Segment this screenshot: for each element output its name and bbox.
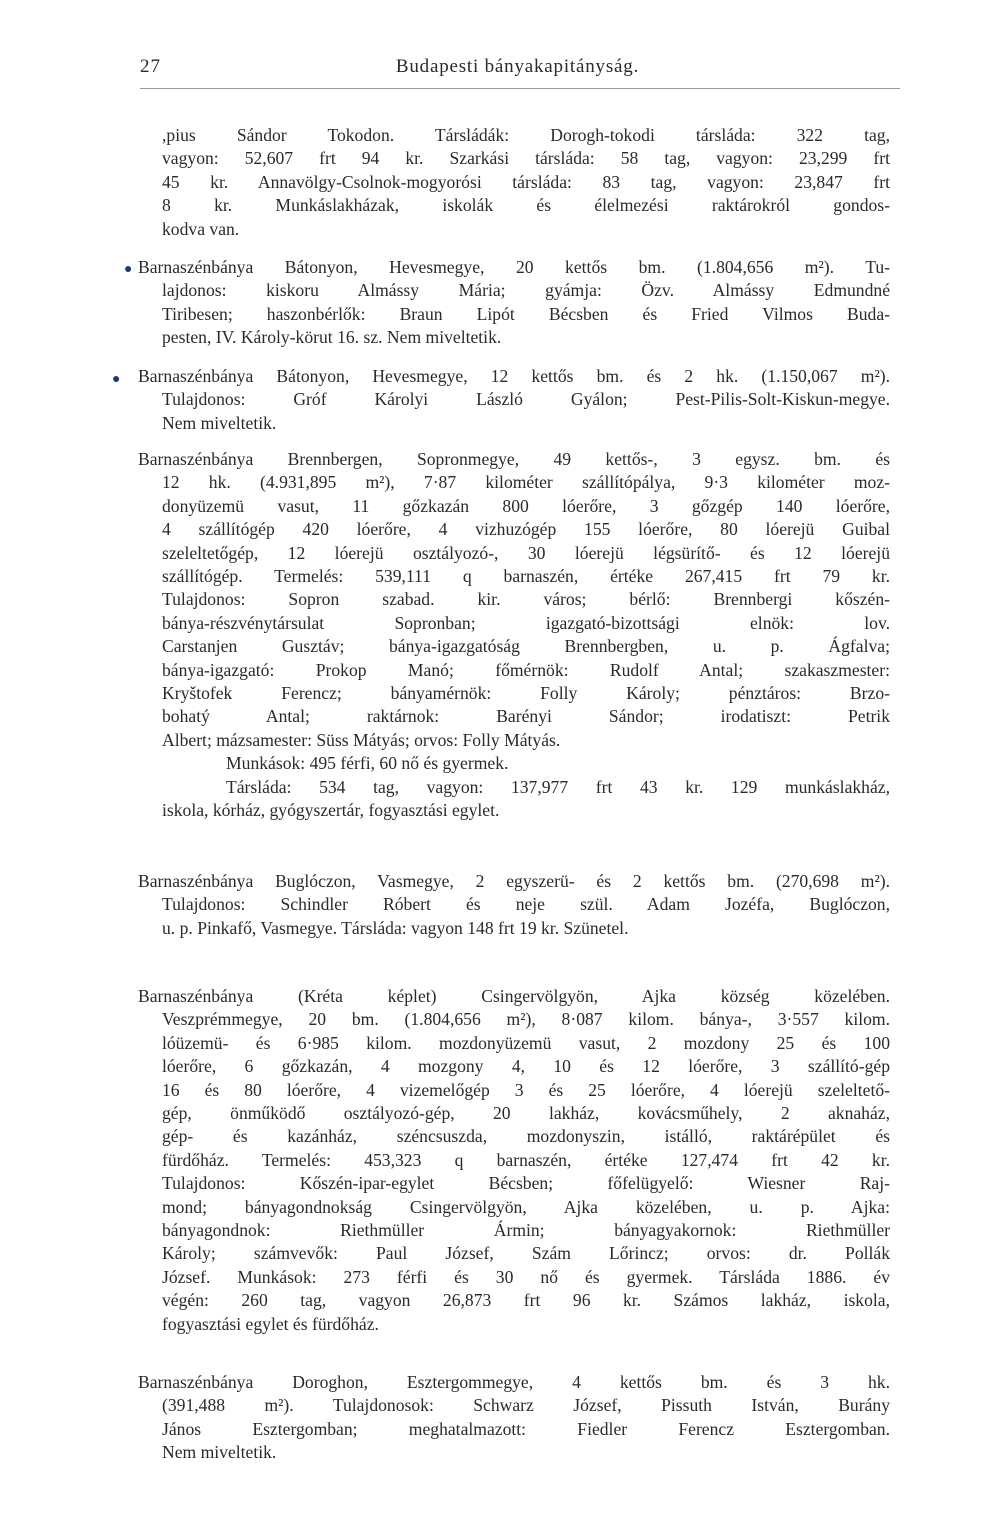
text-line: Barnaszénbánya Buglóczon, Vasmegye, 2 egyszerü- és 2 kettős bm. (270,698 m²). <box>138 871 890 891</box>
entry-tokod-continued <box>138 124 890 241</box>
text-line: Tulajdonos: Gróf Károlyi László Gyálon; Pest-Pilis-Solt-Kiskun-megye. <box>162 389 890 410</box>
text-line: ,pius Sándor Tokodon. Társládák: Dorogh-tokodi társláda: 322 tag, <box>162 125 890 145</box>
text-line: kodva van. <box>162 218 240 239</box>
text-line: végén: 260 tag, vagyon 26,873 frt 96 kr. Számos lakház, iskola, <box>162 1290 890 1311</box>
text-line: 8 kr. Munkáslakházak, iskolák és élelmezési raktárokról gondos- <box>162 195 890 216</box>
text-line: lóüzemü- és 6·985 kilom. mozdonyüzemü vasut, 2 mozdony 25 és 100 <box>162 1032 890 1053</box>
entry-batony-1 <box>138 256 890 350</box>
text-line: Munkások: 495 férfi, 60 nő és gyermek. <box>226 753 509 774</box>
text-line: Tulajdonos: Sopron szabad. kir. város; bérlő: Brennbergi kőszén- <box>162 589 890 610</box>
text-line: Veszprémmegye, 20 bm. (1.804,656 m²), 8·087 kilom. bánya-, 3·557 kilom. <box>162 1009 890 1030</box>
text-line: Barnaszénbánya Brennbergen, Sopronmegye, 49 kettős-, 3 egysz. bm. és <box>138 449 890 469</box>
text-line: bánya-igazgató: Prokop Manó; főmérnök: Rudolf Antal; szakaszmester: <box>162 659 890 680</box>
text-line: Nem miveltetik. <box>162 412 277 433</box>
text-line: Kryštofek Ferencz; bányamérnök: Folly Károly; pénztáros: Brzo- <box>162 683 890 704</box>
text-line: Barnaszénbánya (Kréta képlet) Csingervölgyön, Ajka község közelében. <box>138 986 890 1006</box>
text-line: u. p. Pinkafő, Vasmegye. Társláda: vagyon 148 frt 19 kr. Szünetel. <box>162 917 629 938</box>
entry-batony-2 <box>138 365 890 435</box>
text-line: Barnaszénbánya Doroghon, Esztergommegye, 4 kettős bm. és 3 hk. <box>138 1372 890 1392</box>
text-line: gép, önműködő osztályozó-gép, 20 lakház, kovácsműhely, 2 aknaház, <box>162 1103 890 1124</box>
text-line: Carstanjen Gusztáv; bánya-igazgatóság Brennbergben, u. p. Ágfalva; <box>162 636 890 657</box>
text-line: (391,488 m²). Tulajdonosok: Schwarz József, Pissuth István, Burány <box>162 1395 890 1416</box>
text-line: szállítógép. Termelés: 539,111 q barnaszén, értéke 267,415 frt 79 kr. <box>162 566 890 587</box>
running-title: Budapesti bányakapitányság. <box>395 56 640 77</box>
text-line: bánya-részvénytársulat Sopronban; igazgató-bizottsági elnök: lov. <box>162 612 890 633</box>
text-line: Tulajdonos: Schindler Róbert és neje szül. Adam Jozéfa, Buglóczon, <box>162 894 890 915</box>
text-line: lóerőre, 6 gőzkazán, 4 mozgony 4, 10 és 12 lóerőre, 3 szállító-gép <box>162 1056 890 1077</box>
text-line: Tulajdonos: Kőszén-ipar-egylet Bécsben; főfelügyelő: Wiesner Raj- <box>162 1173 890 1194</box>
text-line: donyüzemü vasut, 11 gőzkazán 800 lóerőre, 3 gőzgép 140 lóerőre, <box>162 495 890 516</box>
text-line: bohatý Antal; raktárnok: Barényi Sándor; irodatiszt: Petrik <box>162 706 890 727</box>
text-line: Tiribesen; haszonbérlők: Braun Lipót Bécsben és Fried Vilmos Buda- <box>162 303 890 324</box>
text-line: 45 kr. Annavölgy-Csolnok-mogyorósi társláda: 83 tag, vagyon: 23,847 frt <box>162 171 890 192</box>
text-line: Barnaszénbánya Bátonyon, Hevesmegye, 20 kettős bm. (1.804,656 m²). Tu- <box>138 257 890 277</box>
text-line: Társláda: 534 tag, vagyon: 137,977 frt 43 kr. 129 munkáslakház, <box>226 776 890 797</box>
text-line: 16 és 80 lóerőre, 4 vizemelőgép 3 és 25 lóerőre, 4 lóerejü szeleltető- <box>162 1079 890 1100</box>
entry-dorog <box>138 1371 890 1465</box>
text-line: Károly; számvevők: Paul József, Szám Lőrincz; orvos: dr. Pollák <box>162 1243 890 1264</box>
margin-mark-icon: ● <box>124 262 133 277</box>
text-line: mond; bányagondnokság Csingervölgyön, Ajka közelében, u. p. Ajka: <box>162 1196 890 1217</box>
text-line: lajdonos: kiskoru Almássy Mária; gyámja: Özv. Almássy Edmundné <box>162 280 890 301</box>
text-line: bányagondnok: Riethmüller Ármin; bányagyakornok: Riethmüller <box>162 1220 890 1241</box>
entry-csingervolgy <box>138 985 890 1336</box>
text-line: pesten, IV. Károly-körut 16. sz. Nem miveltetik. <box>162 327 502 348</box>
text-line: Albert; mázsamester: Süss Mátyás; orvos: Folly Mátyás. <box>162 729 561 750</box>
entry-bugloc <box>138 870 890 940</box>
text-line: Nem miveltetik. <box>162 1442 277 1463</box>
text-line: 4 szállítógép 420 lóerőre, 4 vizhuzógép 155 lóerőre, 80 lóerejü Guibal <box>162 519 890 540</box>
text-line: 12 hk. (4.931,895 m²), 7·87 kilométer szállítópálya, 9·3 kilométer moz- <box>162 472 890 493</box>
text-line: szeleltetőgép, 12 lóerejü osztályozó-, 30 lóerejü légsürítő- és 12 lóerejü <box>162 542 890 563</box>
entry-brennberg <box>138 448 890 823</box>
text-line: János Esztergomban; meghatalmazott: Fiedler Ferencz Esztergomban. <box>162 1418 890 1439</box>
text-line: fürdőház. Termelés: 453,323 q barnaszén, értéke 127,474 frt 42 kr. <box>162 1149 890 1170</box>
margin-mark-icon: ● <box>112 372 121 387</box>
text-line: iskola, kórház, gyógyszertár, fogyasztási egylet. <box>162 800 500 821</box>
header-rule <box>140 88 900 89</box>
page-number: 27 <box>140 56 161 77</box>
text-line: József. Munkások: 273 férfi és 30 nő és gyermek. Társláda 1886. év <box>162 1266 890 1287</box>
page-header <box>140 56 895 86</box>
text-line: Barnaszénbánya Bátonyon, Hevesmegye, 12 kettős bm. és 2 hk. (1.150,067 m²). <box>138 366 890 386</box>
text-line: gép- és kazánház, széncsuszda, mozdonyszin, istálló, raktárépület és <box>162 1126 890 1147</box>
text-line: fogyasztási egylet és fürdőház. <box>162 1313 379 1334</box>
text-line: vagyon: 52,607 frt 94 kr. Szarkási társláda: 58 tag, vagyon: 23,299 frt <box>162 148 890 169</box>
